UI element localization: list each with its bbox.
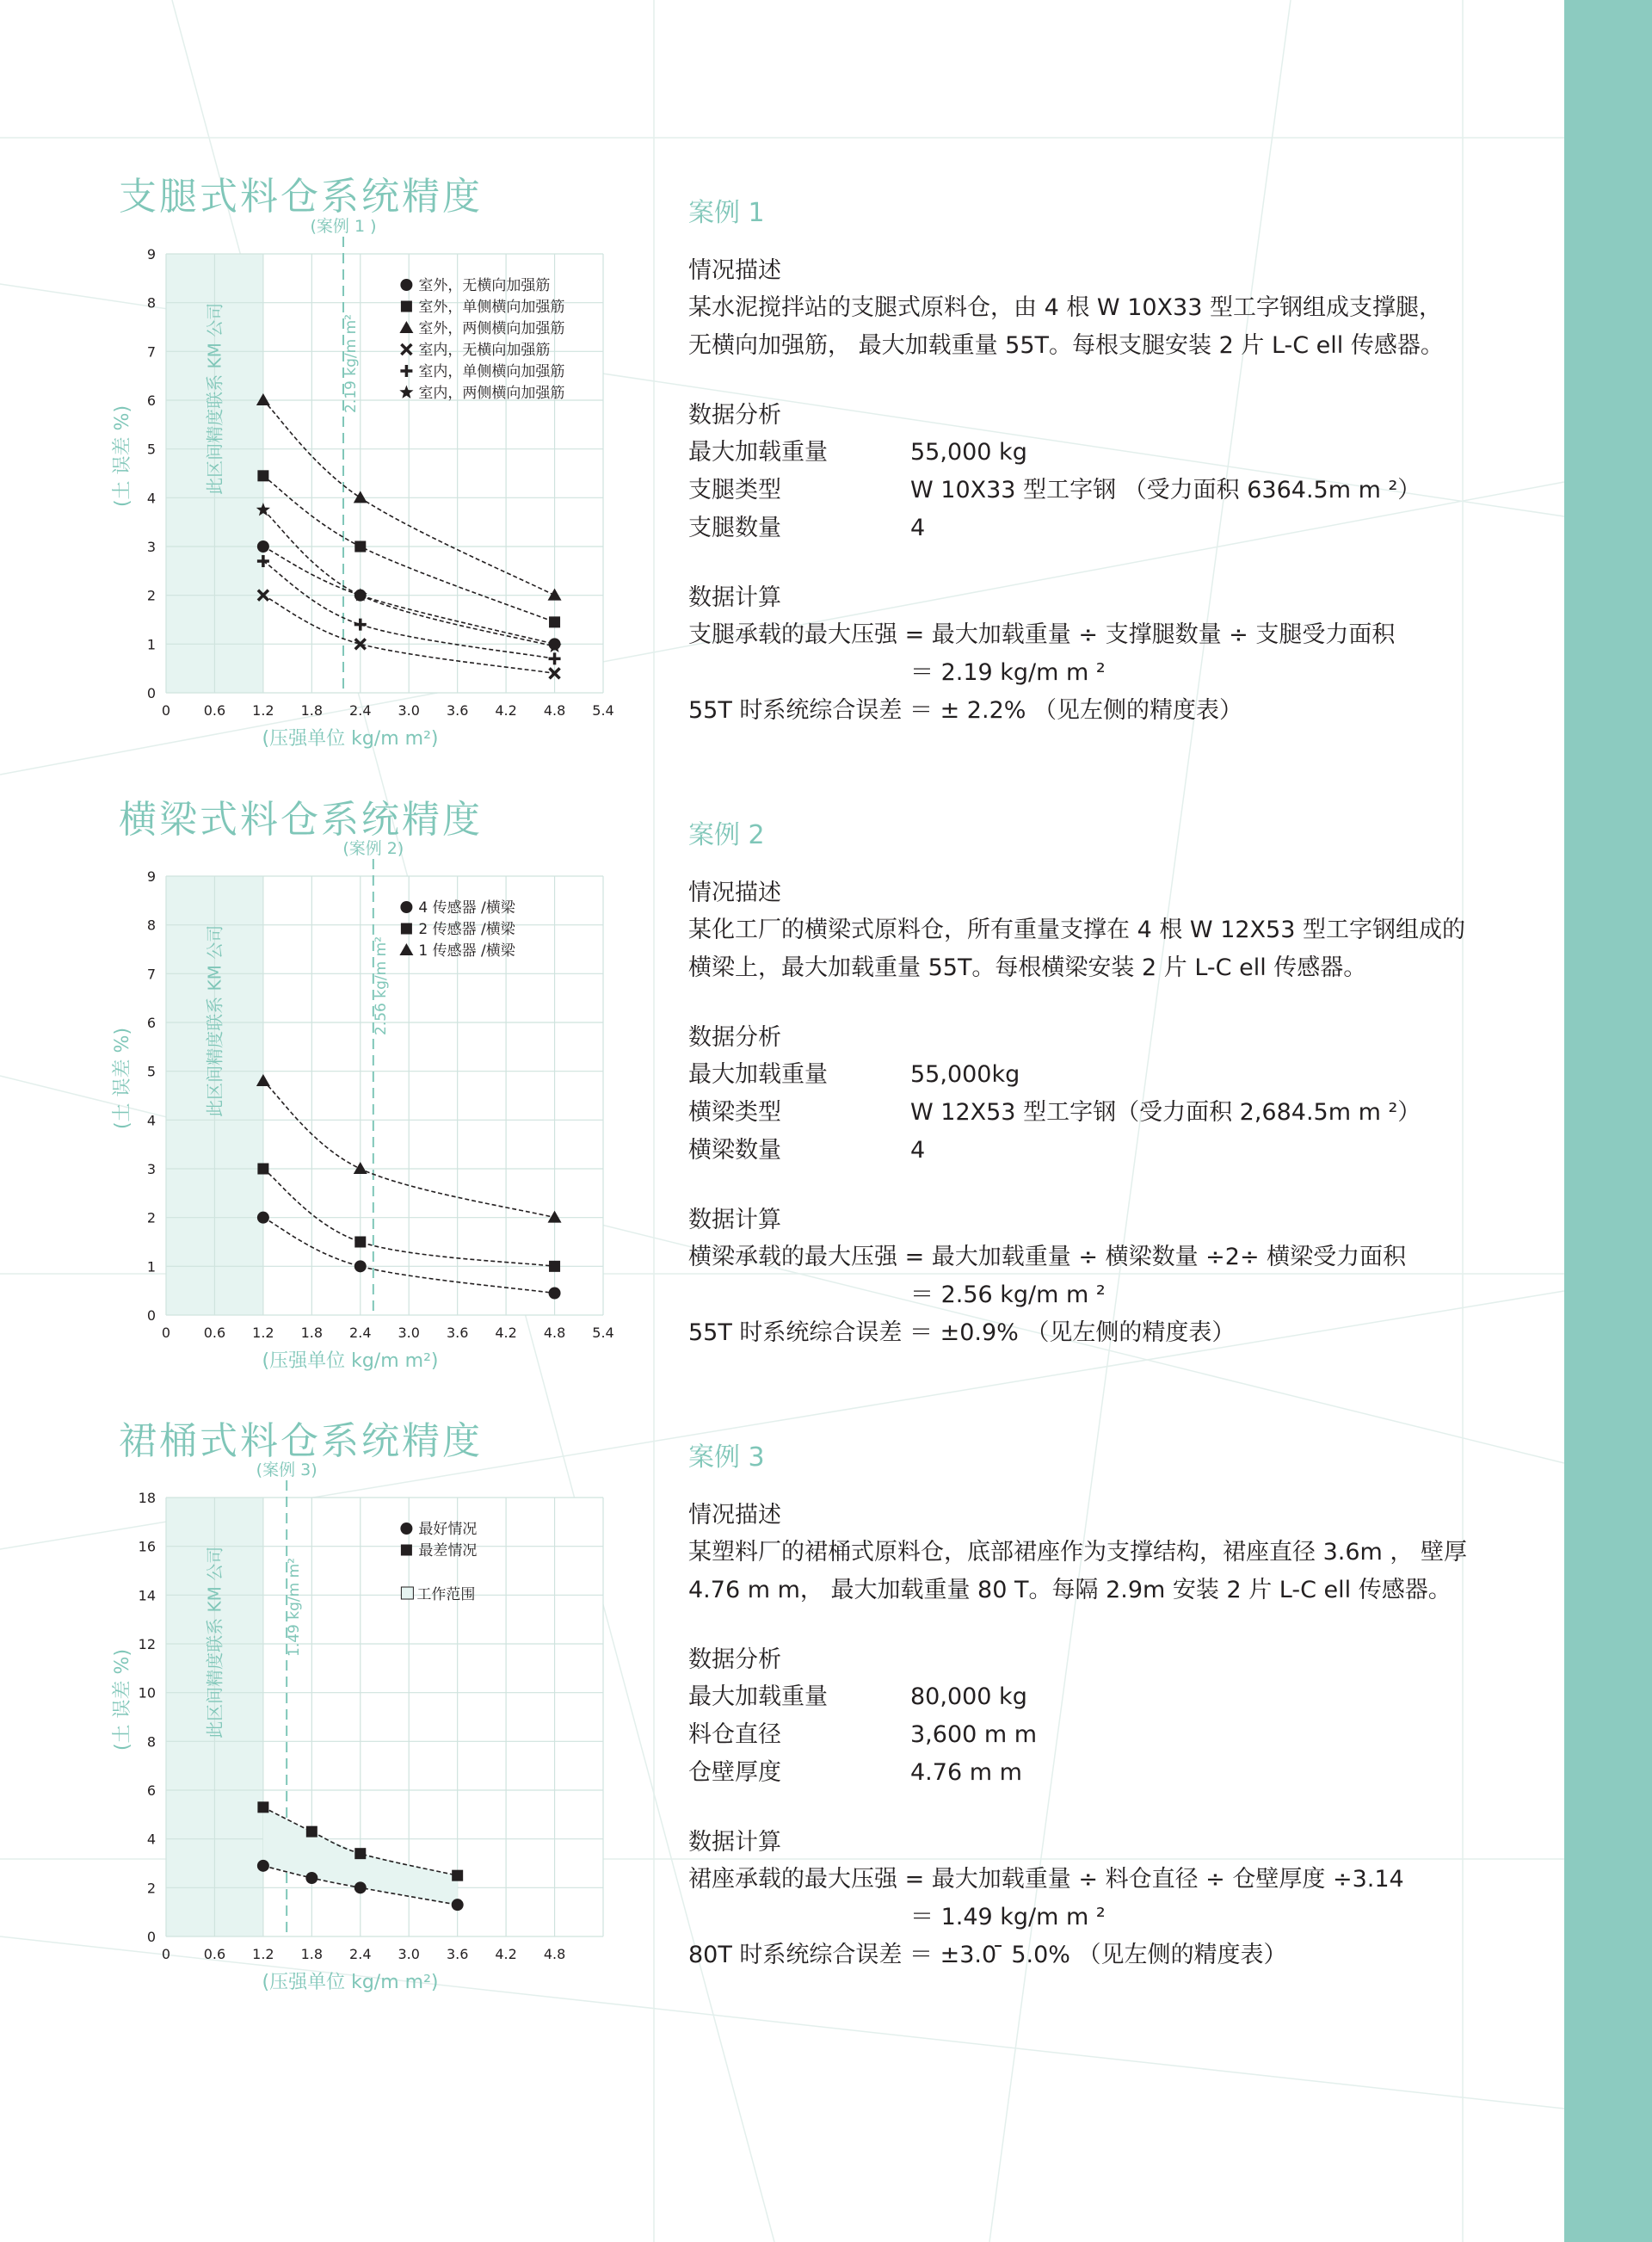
y-axis-label: (土 误差 %) (112, 1027, 133, 1130)
case-title: 案例 3 (688, 1442, 765, 1473)
y-tick-label: 6 (146, 1782, 156, 1799)
y-tick-label: 2 (146, 587, 156, 604)
y-tick-label: 7 (146, 966, 156, 983)
data-key: 最大加载重量 (688, 1683, 828, 1710)
calc-result: ＝ 1.49 kg/m m ² (910, 1904, 1106, 1930)
case-marker-label: (案例 2) (342, 839, 404, 858)
data-key: 最大加载重量 (688, 439, 828, 466)
x-tick-label: 0 (161, 702, 171, 719)
x-tick-label: 3.0 (398, 702, 420, 719)
y-tick-label: 1 (146, 1258, 156, 1275)
legend-label: 1 传感器 /横梁 (418, 942, 515, 960)
y-tick-label: 4 (146, 1831, 156, 1848)
data-point (452, 1870, 463, 1881)
data-point (354, 1848, 366, 1859)
case-1 (688, 191, 1514, 730)
calc-result: ＝ 2.56 kg/m m ² (910, 1282, 1106, 1308)
x-tick-label: 2.4 (349, 1946, 372, 1962)
x-tick-label: 2.4 (349, 702, 372, 719)
x-tick-label: 4.8 (543, 1946, 566, 1962)
y-tick-label: 12 (138, 1636, 156, 1652)
case-2 (688, 813, 1514, 1352)
data-point (354, 1260, 367, 1272)
y-tick-label: 5 (146, 1063, 156, 1080)
x-tick-label: 1.2 (252, 1325, 274, 1341)
calc-formula: 裙座承载的最大压强 = 最大加载重量 ÷ 料仓直径 ÷ 仓壁厚度 ÷3.14 (688, 1866, 1404, 1893)
x-tick-label: 3.6 (446, 1325, 469, 1341)
data-key: 支腿类型 (688, 477, 781, 503)
contact-zone-label: 此区间精度联系 KM 公司 (204, 1546, 225, 1739)
case-marker-value: 2.19 kg/m m² (342, 314, 361, 413)
data-value: 55,000kg (910, 1061, 1020, 1088)
y-tick-label: 7 (146, 343, 156, 361)
calc-formula: 支腿承载的最大压强 = 最大加载重量 ÷ 支撑腿数量 ÷ 支腿受力面积 (688, 621, 1396, 648)
calc-heading: 数据计算 (688, 584, 781, 611)
chart-beam-silo (110, 833, 626, 1487)
data-point (549, 1288, 561, 1300)
section-title-1: 支腿式料仓系统精度 (119, 175, 483, 219)
description-heading: 情况描述 (688, 257, 781, 284)
data-row (688, 472, 1514, 510)
case-title: 案例 2 (688, 820, 765, 850)
x-tick-label: 4.8 (543, 702, 566, 719)
data-value: 4.76 m m (910, 1759, 1022, 1786)
description-line: 4.76 m m， 最大加载重量 80 T。每隔 2.9m 安装 2 片 L-C ell 传感器。 (688, 1577, 1452, 1603)
calc-heading: 数据计算 (688, 1829, 781, 1856)
data-point (257, 540, 269, 553)
legend-label: 2 传感器 /横梁 (418, 921, 515, 938)
legend-label: 室内，无横向加强筋 (418, 342, 551, 359)
y-tick-label: 0 (146, 1307, 156, 1324)
x-tick-label: 1.2 (252, 1946, 274, 1962)
legend-label: 室内，单侧横向加强筋 (418, 363, 565, 380)
legend-label: 室内，两侧横向加强筋 (418, 385, 565, 402)
data-value: 3,600 m m (910, 1721, 1038, 1748)
y-tick-label: 4 (146, 1112, 156, 1129)
legend-area-swatch (401, 1587, 413, 1599)
y-tick-label: 8 (146, 1733, 156, 1751)
data-key: 横梁数量 (688, 1137, 781, 1164)
x-tick-label: 4.2 (495, 1325, 517, 1341)
legend-label: 室外，无横向加强筋 (418, 277, 551, 294)
legend-marker (401, 1545, 412, 1556)
data-point (549, 616, 560, 627)
legend-marker (401, 923, 412, 935)
x-tick-label: 1.2 (252, 702, 274, 719)
y-tick-label: 2 (146, 1209, 156, 1226)
x-tick-label: 4.2 (495, 1946, 517, 1962)
chart-skirt-silo (110, 1455, 626, 2109)
data-point (306, 1826, 317, 1837)
y-tick-label: 8 (146, 294, 156, 312)
x-tick-label: 0 (161, 1325, 171, 1341)
y-tick-label: 9 (146, 246, 156, 262)
data-row (688, 1716, 1514, 1754)
data-value: W 12X53 型工字钢（受力面积 2,684.5m m ²） (910, 1099, 1421, 1126)
section-title-2: 横梁式料仓系统精度 (119, 798, 483, 842)
x-tick-label: 0.6 (203, 702, 226, 719)
legend-marker (400, 901, 412, 913)
y-tick-label: 5 (146, 441, 156, 458)
system-error: 55T 时系统综合误差 ＝ ± 2.2% （见左侧的精度表） (688, 697, 1242, 724)
data-point (257, 1801, 268, 1813)
x-axis-label: (压强单位 kg/m m²) (262, 1350, 439, 1372)
x-tick-label: 3.0 (398, 1946, 420, 1962)
x-tick-label: 1.8 (300, 1946, 324, 1962)
data-value: 55,000 kg (910, 439, 1027, 466)
x-tick-label: 2.4 (349, 1325, 372, 1341)
y-tick-label: 9 (146, 868, 156, 885)
y-tick-label: 6 (146, 392, 156, 409)
data-point (305, 1872, 317, 1884)
data-row (688, 434, 1514, 472)
y-tick-label: 16 (138, 1538, 156, 1555)
contact-zone-label: 此区间精度联系 KM 公司 (204, 924, 225, 1117)
section-title-3: 裙桶式料仓系统精度 (119, 1419, 483, 1463)
y-tick-label: 3 (146, 1161, 156, 1177)
y-tick-label: 8 (146, 917, 156, 934)
data-row (688, 1754, 1514, 1792)
x-axis-label: (压强单位 kg/m m²) (262, 1972, 439, 1993)
x-tick-label: 1.8 (300, 1325, 324, 1341)
data-value: 80,000 kg (910, 1683, 1027, 1710)
data-value: W 10X33 型工字钢 （受力面积 6364.5m m ²） (910, 477, 1421, 503)
data-row (688, 1678, 1514, 1716)
data-point (257, 470, 268, 481)
y-tick-label: 4 (146, 490, 156, 507)
data-point (549, 1261, 560, 1272)
data-key: 支腿数量 (688, 515, 781, 541)
data-value: 4 (910, 1137, 926, 1164)
y-tick-label: 6 (146, 1015, 156, 1031)
legend-label: 最差情况 (418, 1542, 478, 1560)
chart-leg-silo (110, 211, 626, 865)
x-tick-label: 3.6 (446, 1946, 469, 1962)
data-row (688, 1132, 1514, 1170)
data-point (257, 1212, 269, 1224)
contact-zone-label: 此区间精度联系 KM 公司 (204, 302, 225, 495)
description-line: 某塑料厂的裙桶式原料仓，底部裙座作为支撑结构，裙座直径 3.6m ， 壁厚 (688, 1539, 1467, 1566)
data-key: 仓壁厚度 (688, 1759, 781, 1786)
case-marker-value: 1.49 kg/m m² (286, 1558, 304, 1657)
legend-label: 4 传感器 /横梁 (418, 899, 515, 917)
description-line: 某水泥搅拌站的支腿式原料仓，由 4 根 W 10X33 型工字钢组成支撑腿， (688, 294, 1442, 321)
data-point (257, 1164, 268, 1175)
legend-label: 室外，两侧横向加强筋 (418, 320, 565, 337)
legend-label: 室外，单侧横向加强筋 (418, 299, 565, 316)
system-error: 80T 时系统综合误差 ＝ ±3.0 ̄ 5.0% （见左侧的精度表） (688, 1942, 1287, 1968)
data-row (688, 1056, 1514, 1094)
case-marker-label: (案例 3) (256, 1461, 317, 1479)
y-tick-label: 0 (146, 1929, 156, 1945)
y-tick-label: 0 (146, 685, 156, 701)
x-tick-label: 4.8 (543, 1325, 566, 1341)
x-tick-label: 0.6 (203, 1946, 226, 1962)
x-tick-label: 3.6 (446, 702, 469, 719)
x-tick-label: 3.0 (398, 1325, 420, 1341)
legend-marker (400, 279, 412, 291)
y-tick-label: 10 (138, 1684, 156, 1702)
calc-formula: 横梁承载的最大压强 = 最大加载重量 ÷ 横梁数量 ÷2÷ 横梁受力面积 (688, 1244, 1407, 1270)
legend-marker (400, 1522, 412, 1535)
data-row (688, 510, 1514, 547)
description-heading: 情况描述 (688, 1502, 781, 1529)
y-axis-label: (土 误差 %) (112, 1648, 133, 1751)
data-point (354, 1237, 366, 1248)
data-point (452, 1899, 464, 1911)
data-heading: 数据分析 (688, 1646, 781, 1673)
case-marker-value: 2.56 kg/m m² (372, 936, 390, 1035)
data-heading: 数据分析 (688, 1024, 781, 1051)
x-axis-label: (压强单位 kg/m m²) (262, 728, 439, 750)
y-tick-label: 2 (146, 1880, 156, 1897)
description-heading: 情况描述 (688, 880, 781, 906)
x-tick-label: 0 (161, 1946, 171, 1962)
case-title: 案例 1 (688, 198, 765, 228)
x-tick-label: 5.4 (592, 1325, 614, 1341)
y-axis-label: (土 误差 %) (112, 405, 133, 508)
data-point (354, 1881, 367, 1893)
data-key: 横梁类型 (688, 1099, 781, 1126)
x-tick-label: 1.8 (300, 702, 324, 719)
calc-heading: 数据计算 (688, 1207, 781, 1233)
side-color-band (1564, 0, 1652, 2242)
legend-label: 最好情况 (418, 1521, 478, 1538)
data-heading: 数据分析 (688, 402, 781, 429)
x-tick-label: 4.2 (495, 702, 517, 719)
data-key: 料仓直径 (688, 1721, 781, 1748)
legend-label: 工作范围 (416, 1586, 476, 1603)
y-tick-label: 14 (138, 1587, 156, 1604)
calc-result: ＝ 2.19 kg/m m ² (910, 659, 1106, 686)
x-tick-label: 5.4 (592, 702, 614, 719)
x-tick-label: 0.6 (203, 1325, 226, 1341)
description-line: 某化工厂的横梁式原料仓，所有重量支撑在 4 根 W 12X53 型工字钢组成的 (688, 917, 1465, 943)
y-tick-label: 18 (138, 1490, 156, 1506)
y-tick-label: 1 (146, 636, 156, 653)
data-value: 4 (910, 515, 926, 541)
description-line: 无横向加强筋， 最大加载重量 55T。每根支腿安装 2 片 L-C ell 传感器。 (688, 332, 1444, 359)
data-row (688, 1094, 1514, 1132)
case-marker-label: (案例 1 ) (310, 217, 377, 236)
case-3 (688, 1436, 1514, 1974)
data-key: 最大加载重量 (688, 1061, 828, 1088)
data-point (354, 541, 366, 553)
y-tick-label: 3 (146, 539, 156, 555)
data-point (257, 1860, 269, 1872)
description-line: 横梁上，最大加载重量 55T。每根横梁安装 2 片 L-C ell 传感器。 (688, 954, 1367, 981)
system-error: 55T 时系统综合误差 ＝ ±0.9% （见左侧的精度表） (688, 1319, 1236, 1346)
legend-marker (401, 301, 412, 312)
